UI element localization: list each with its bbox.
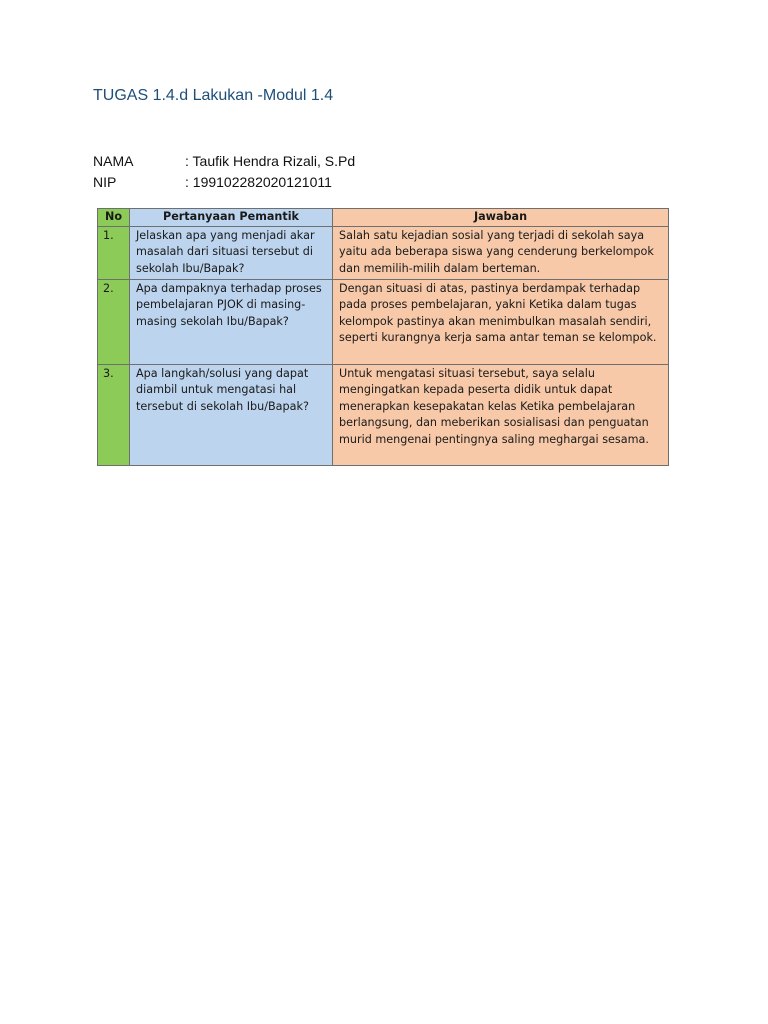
question-cell: Apa dampaknya terhadap proses pembelajaran PJOK di masing-masing sekolah Ibu/Bapak?: [130, 279, 333, 364]
question-answer-table: [97, 208, 669, 466]
header-no: No: [98, 209, 130, 227]
nama-value: : Taufik Hendra Rizali, S.Pd: [185, 153, 356, 169]
nip-label: NIP: [93, 174, 117, 190]
question-cell: Jelaskan apa yang menjadi akar masalah dari situasi tersebut di sekolah Ibu/Bapak?: [130, 226, 333, 279]
table-header-row: [98, 209, 669, 227]
answer-cell: Untuk mengatasi situasi tersebut, saya selalu mengingatkan kepada peserta didik untuk dapat menerapkan kesepakatan kelas Ketika pembelajaran berlangsung, dan meberikan sosialisasi dan penguatan murid mengenai pentingnya saling meghargai sesama.: [333, 364, 669, 465]
header-answer: Jawaban: [333, 209, 669, 227]
table-row: [98, 364, 669, 465]
answer-cell: Dengan situasi di atas, pastinya berdampak terhadap pada proses pembelajaran, yakni Ketika dalam tugas kelompok pastinya akan menimbulkan masalah sendiri, seperti kurangnya kerja sama antar teman se kelompok.: [333, 279, 669, 364]
nama-label: NAMA: [93, 153, 134, 169]
row-number: 3.: [98, 364, 130, 465]
table-row: [98, 279, 669, 364]
document-title: TUGAS 1.4.d Lakukan -Modul 1.4: [93, 87, 334, 104]
header-question: Pertanyaan Pemantik: [130, 209, 333, 227]
row-number: 2.: [98, 279, 130, 364]
nip-value: : 199102282020121011: [185, 174, 332, 190]
answer-cell: Salah satu kejadian sosial yang terjadi di sekolah saya yaitu ada beberapa siswa yang cenderung berkelompok dan memilih-milih dalam berteman.: [333, 226, 669, 279]
question-cell: Apa langkah/solusi yang dapat diambil untuk mengatasi hal tersebut di sekolah Ibu/Bapak?: [130, 364, 333, 465]
row-number: 1.: [98, 226, 130, 279]
nip-row: [93, 174, 332, 190]
nama-row: [93, 153, 355, 169]
table-row: [98, 226, 669, 279]
